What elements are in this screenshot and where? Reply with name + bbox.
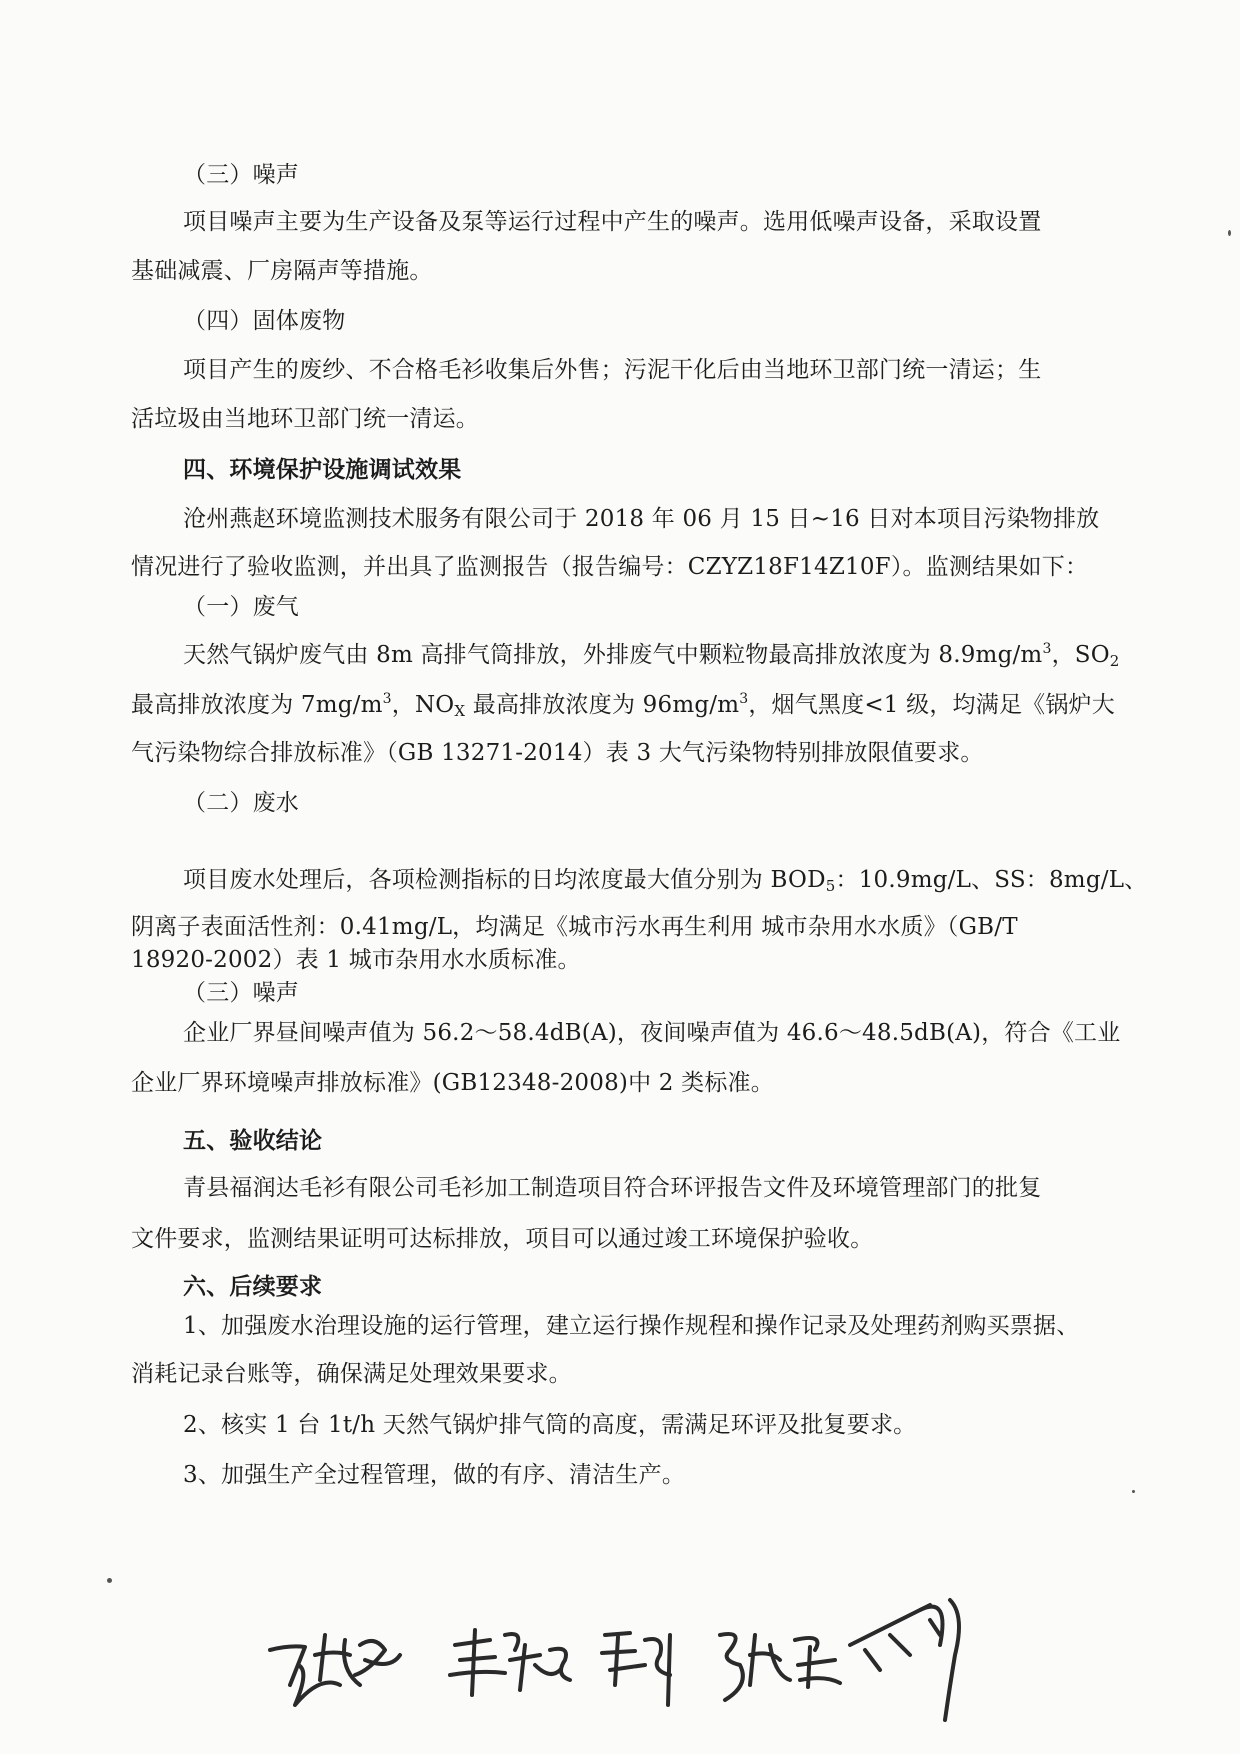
signature-1 <box>270 1635 400 1705</box>
noise-paragraph-line-1: 项目噪声主要为生产设备及泵等运行过程中产生的噪声。选用低噪声设备，采取设置 <box>183 209 1042 235</box>
gas-line2-text-b: ，NO <box>391 692 455 718</box>
solid-waste-heading: （四）固体废物 <box>183 308 346 334</box>
requirement-1-line-2: 消耗记录台账等，确保满足处理效果要求。 <box>131 1361 572 1387</box>
section-4-paragraph-line-2: 情况进行了验收监测，并出具了监测报告（报告编号：CZYZ18F14Z10F）。监测结果如下： <box>131 554 1089 580</box>
gas-line2-text-a: 最高排放浓度为 7mg/m <box>131 692 383 718</box>
gas-line1-sub: 2 <box>1109 652 1120 670</box>
gas-line2-sup-1: 3 <box>382 691 392 707</box>
wastewater-line-3: 18920-2002）表 1 城市杂用水水质标准。 <box>131 947 581 973</box>
section-4-title: 四、环境保护设施调试效果 <box>183 456 462 483</box>
exhaust-gas-line-1 <box>183 640 1120 670</box>
gas-line1-sup: 3 <box>1042 641 1052 657</box>
gas-line2-sup-2: 3 <box>739 691 749 707</box>
gas-line2-text-c: 最高排放浓度为 96mg/m <box>465 692 740 718</box>
gas-line1-text-a: 天然气锅炉废气由 8m 高排气筒排放，外排废气中颗粒物最高排放浓度为 8.9mg/m <box>183 642 1043 668</box>
solid-waste-paragraph-line-2: 活垃圾由当地环卫部门统一清运。 <box>131 406 479 432</box>
water-line1-text-a: 项目废水处理后，各项检测指标的日均浓度最大值分别为 BOD <box>183 867 826 893</box>
handwritten-signatures <box>250 1575 1070 1725</box>
exhaust-gas-line-2 <box>131 690 1115 720</box>
gas-line2-sub: X <box>454 702 466 720</box>
exhaust-gas-line-3: 气污染物综合排放标准》（GB 13271-2014）表 3 大气污染物特别排放限值要求。 <box>131 740 984 766</box>
signature-4 <box>720 1634 840 1700</box>
section-5-paragraph-line-2: 文件要求，监测结果证明可达标排放，项目可以通过竣工环境保护验收。 <box>131 1226 874 1252</box>
section-5-title: 五、验收结论 <box>183 1127 323 1154</box>
scan-speck <box>1132 1490 1135 1493</box>
noise-paragraph-line-2: 基础减震、厂房隔声等措施。 <box>131 258 433 284</box>
section-4-paragraph-line-1: 沧州燕赵环境监测技术服务有限公司于 2018 年 06 月 15 日~16 日对本项目污染物排放 <box>183 506 1100 532</box>
signature-2 <box>450 1630 570 1695</box>
section-6-title: 六、后续要求 <box>183 1273 323 1300</box>
requirement-3: 3、加强生产全过程管理，做的有序、清洁生产。 <box>183 1462 686 1488</box>
section-5-paragraph-line-1: 青县福润达毛衫有限公司毛衫加工制造项目符合环评报告文件及环境管理部门的批复 <box>183 1175 1042 1201</box>
gas-line2-text-d: ，烟气黑度<1 级，均满足《锅炉大 <box>748 692 1115 718</box>
exhaust-gas-heading: （一）废气 <box>183 594 299 620</box>
scan-speck <box>107 1578 112 1583</box>
signature-3 <box>602 1633 670 1705</box>
requirement-2: 2、核实 1 台 1t/h 天然气锅炉排气筒的高度，需满足环评及批复要求。 <box>183 1412 917 1438</box>
noise-results-line-2: 企业厂界环境噪声排放标准》(GB12348-2008)中 2 类标准。 <box>131 1070 774 1096</box>
noise-results-heading: （三）噪声 <box>183 980 299 1006</box>
gas-line1-text-b: ，SO <box>1051 642 1110 668</box>
requirement-1-line-1: 1、加强废水治理设施的运行管理，建立运行操作规程和操作记录及处理药剂购买票据、 <box>183 1313 1080 1339</box>
water-line1-text-b: ：10.9mg/L、SS：8mg/L、 <box>835 867 1148 893</box>
noise-heading: （三）噪声 <box>183 162 299 188</box>
noise-results-line-1: 企业厂界昼间噪声值为 56.2～58.4dB(A)，夜间噪声值为 46.6～48.5dB(A)，符合《工业 <box>183 1020 1121 1046</box>
wastewater-line-1 <box>183 865 1147 895</box>
wastewater-line-2: 阴离子表面活性剂：0.41mg/L，均满足《城市污水再生利用 城市杂用水水质》（GB/T <box>131 914 1018 940</box>
solid-waste-paragraph-line-1: 项目产生的废纱、不合格毛衫收集后外售；污泥干化后由当地环卫部门统一清运；生 <box>183 357 1042 383</box>
wastewater-heading: （二）废水 <box>183 790 299 816</box>
water-line1-sub: 5 <box>825 877 836 895</box>
signature-5 <box>850 1600 959 1720</box>
scan-speck <box>1228 230 1231 236</box>
